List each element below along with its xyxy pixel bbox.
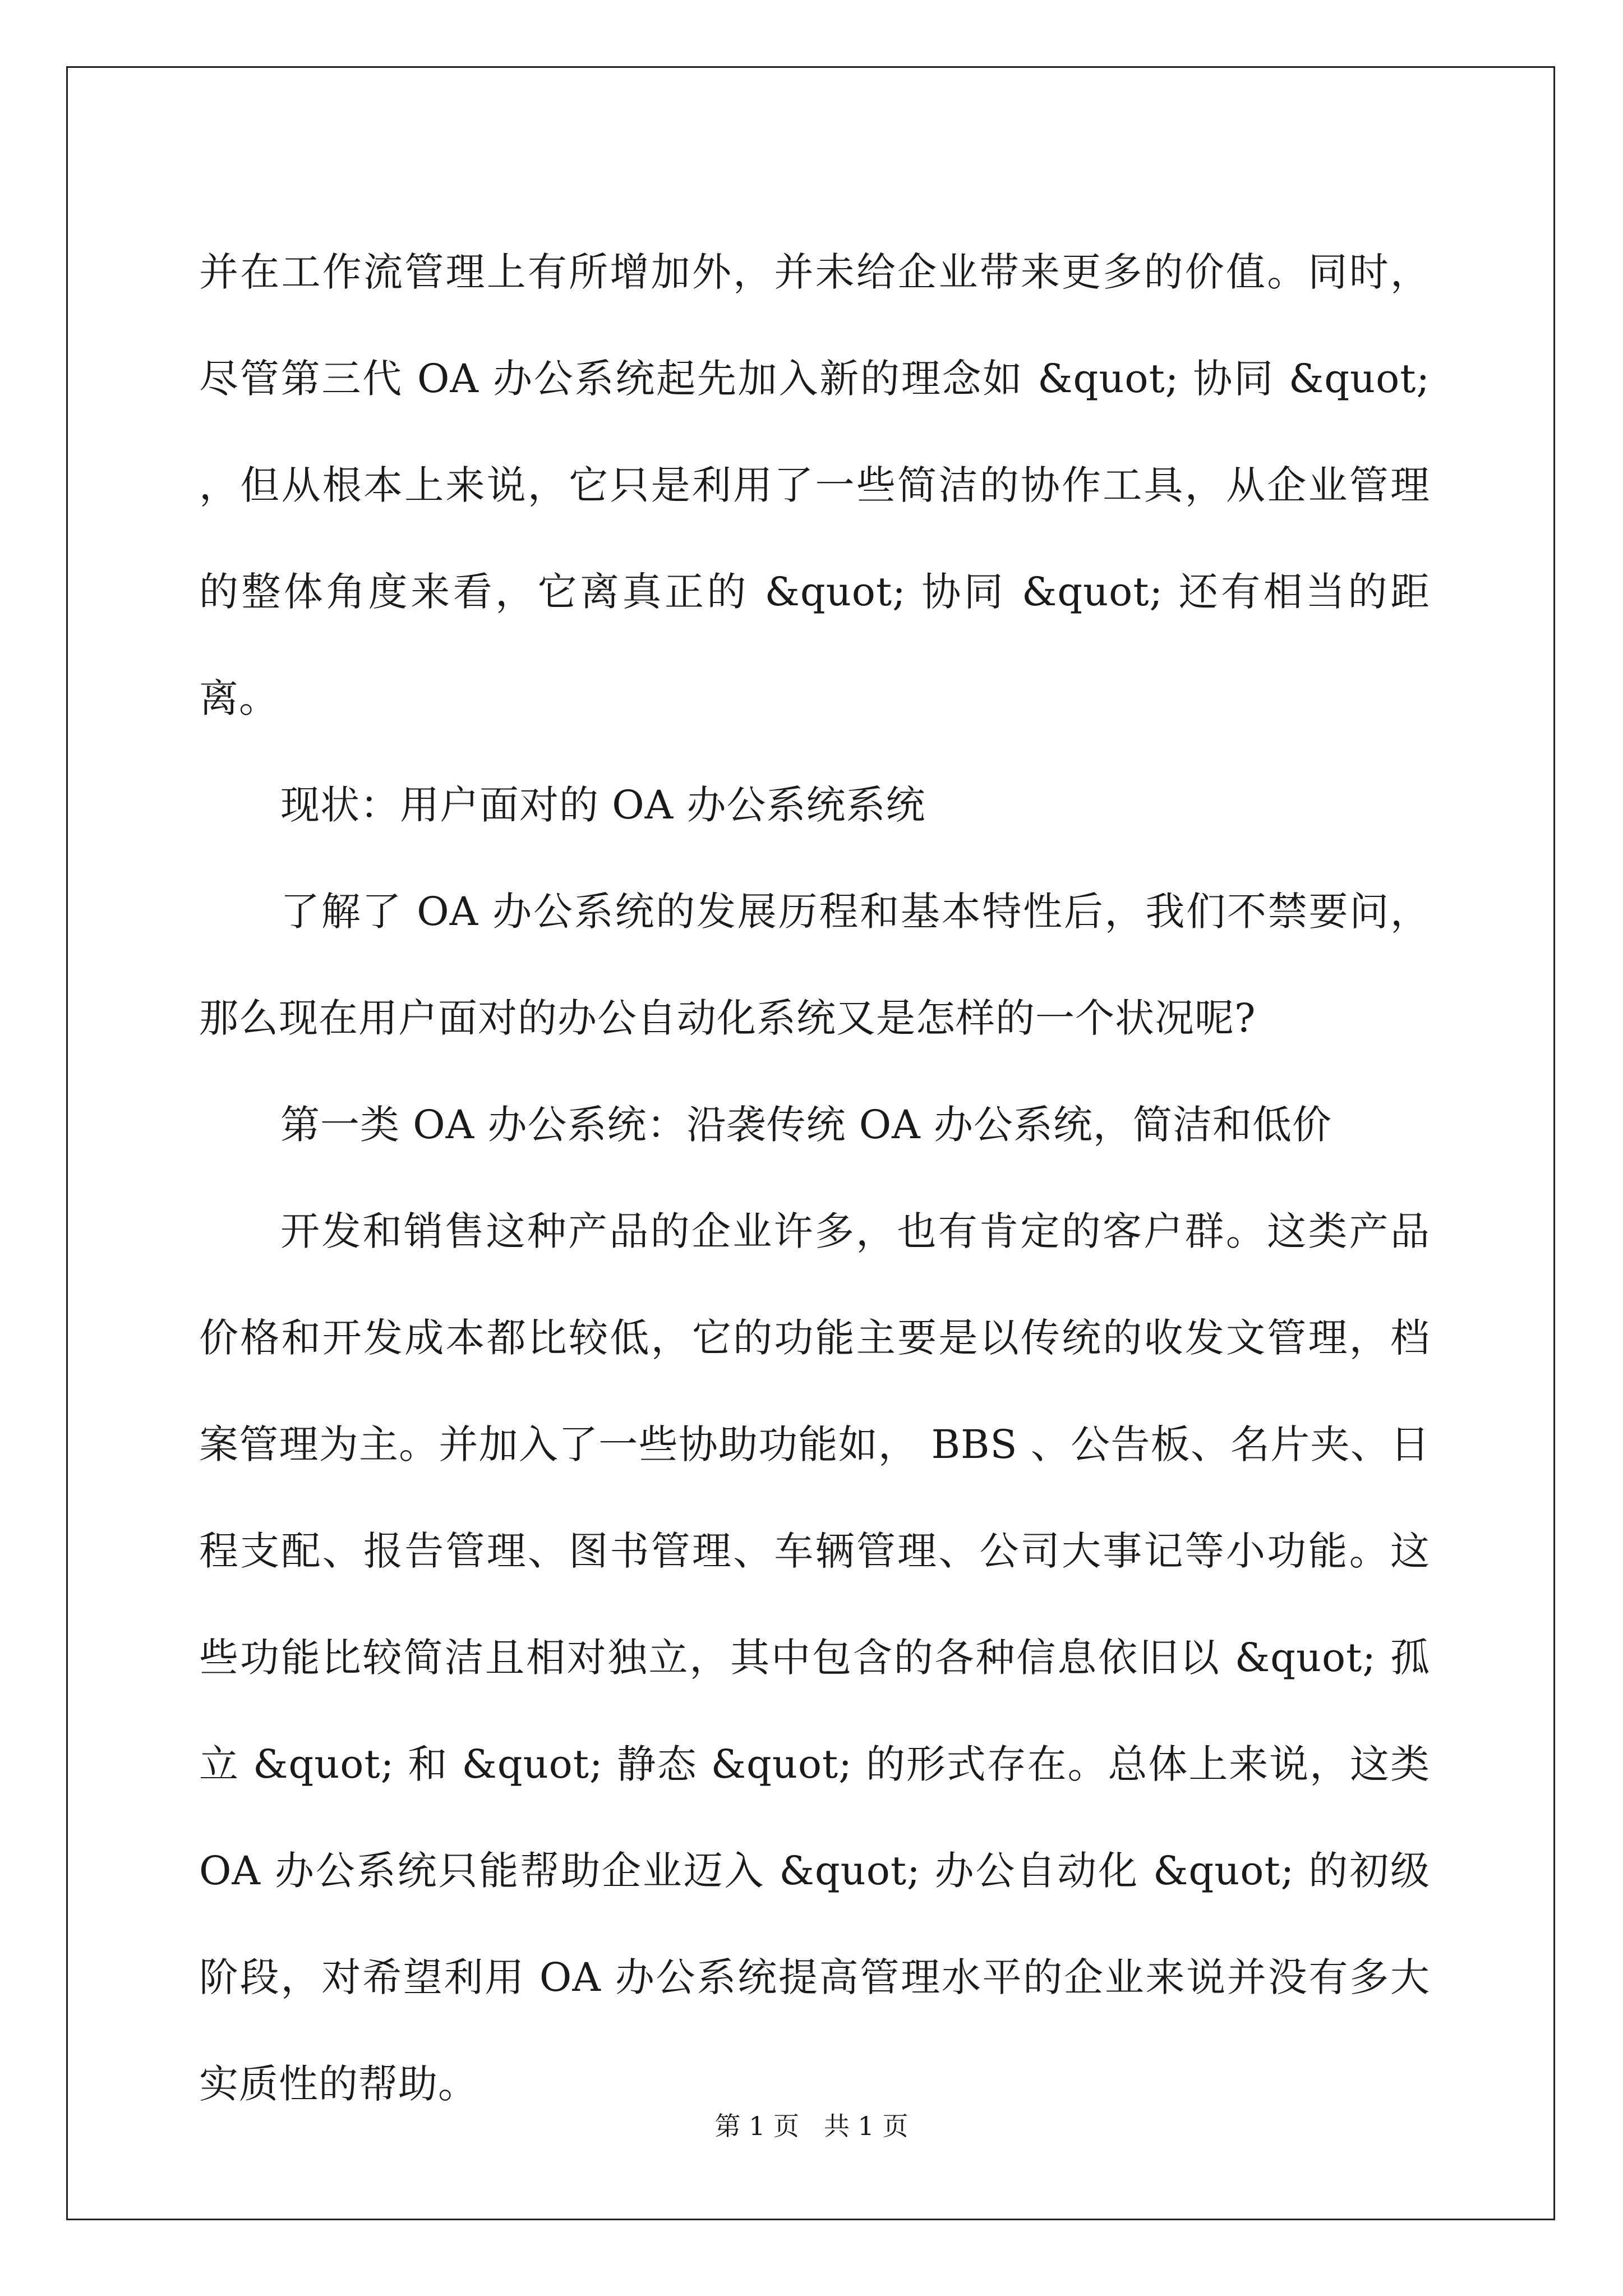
page-footer: [0, 2109, 1623, 2143]
paragraph-4-heading: 第一类 OA 办公系统：沿袭传统 OA 办公系统，简洁和低价: [280, 1102, 1332, 1148]
paragraph-3: 了解了 OA 办公系统的发展历程和基本特性后，我们不禁要问，那么现在用户面对的办公自动化系统又是怎样的一个状况呢?: [199, 889, 1430, 1041]
document-body: [199, 219, 1430, 2137]
page-number: 第 1 页: [714, 2111, 800, 2141]
page-total: 共 1 页: [823, 2111, 909, 2141]
paragraph-2-heading: 现状：用户面对的 OA 办公系统系统: [280, 782, 926, 828]
paragraph-1: 并在工作流管理上有所增加外，并未给企业带来更多的价值。同时，尽管第三代 OA 办公系统起先加入新的理念如 &quot; 协同 &quot; ，但从根本上来说，它只是利用了一些简洁的协作工具，从企业管理的整体角度来看，它离真正的 &quot; 协同 &quot; 还有相当的距离。: [199, 249, 1430, 721]
paragraph-5: 开发和销售这种产品的企业许多，也有肯定的客户群。这类产品价格和开发成本都比较低，它的功能主要是以传统的收发文管理，档案管理为主。并加入了一些协助功能如， BBS 、公告板、名片夹、日程支配、报告管理、图书管理、车辆管理、公司大事记等小功能。这些功能比较简洁且相对独立，其中包含的各种信息依旧以 &quot; 孤立 &quot; 和 &quot; 静态 &quot; 的形式存在。总体上来说，这类 OA 办公系统只能帮助企业迈入 &quot; 办公自动化 &quot; 的初级阶段，对希望利用 OA 办公系统提高管理水平的企业来说并没有多大实质性的帮助。: [199, 1208, 1430, 2107]
